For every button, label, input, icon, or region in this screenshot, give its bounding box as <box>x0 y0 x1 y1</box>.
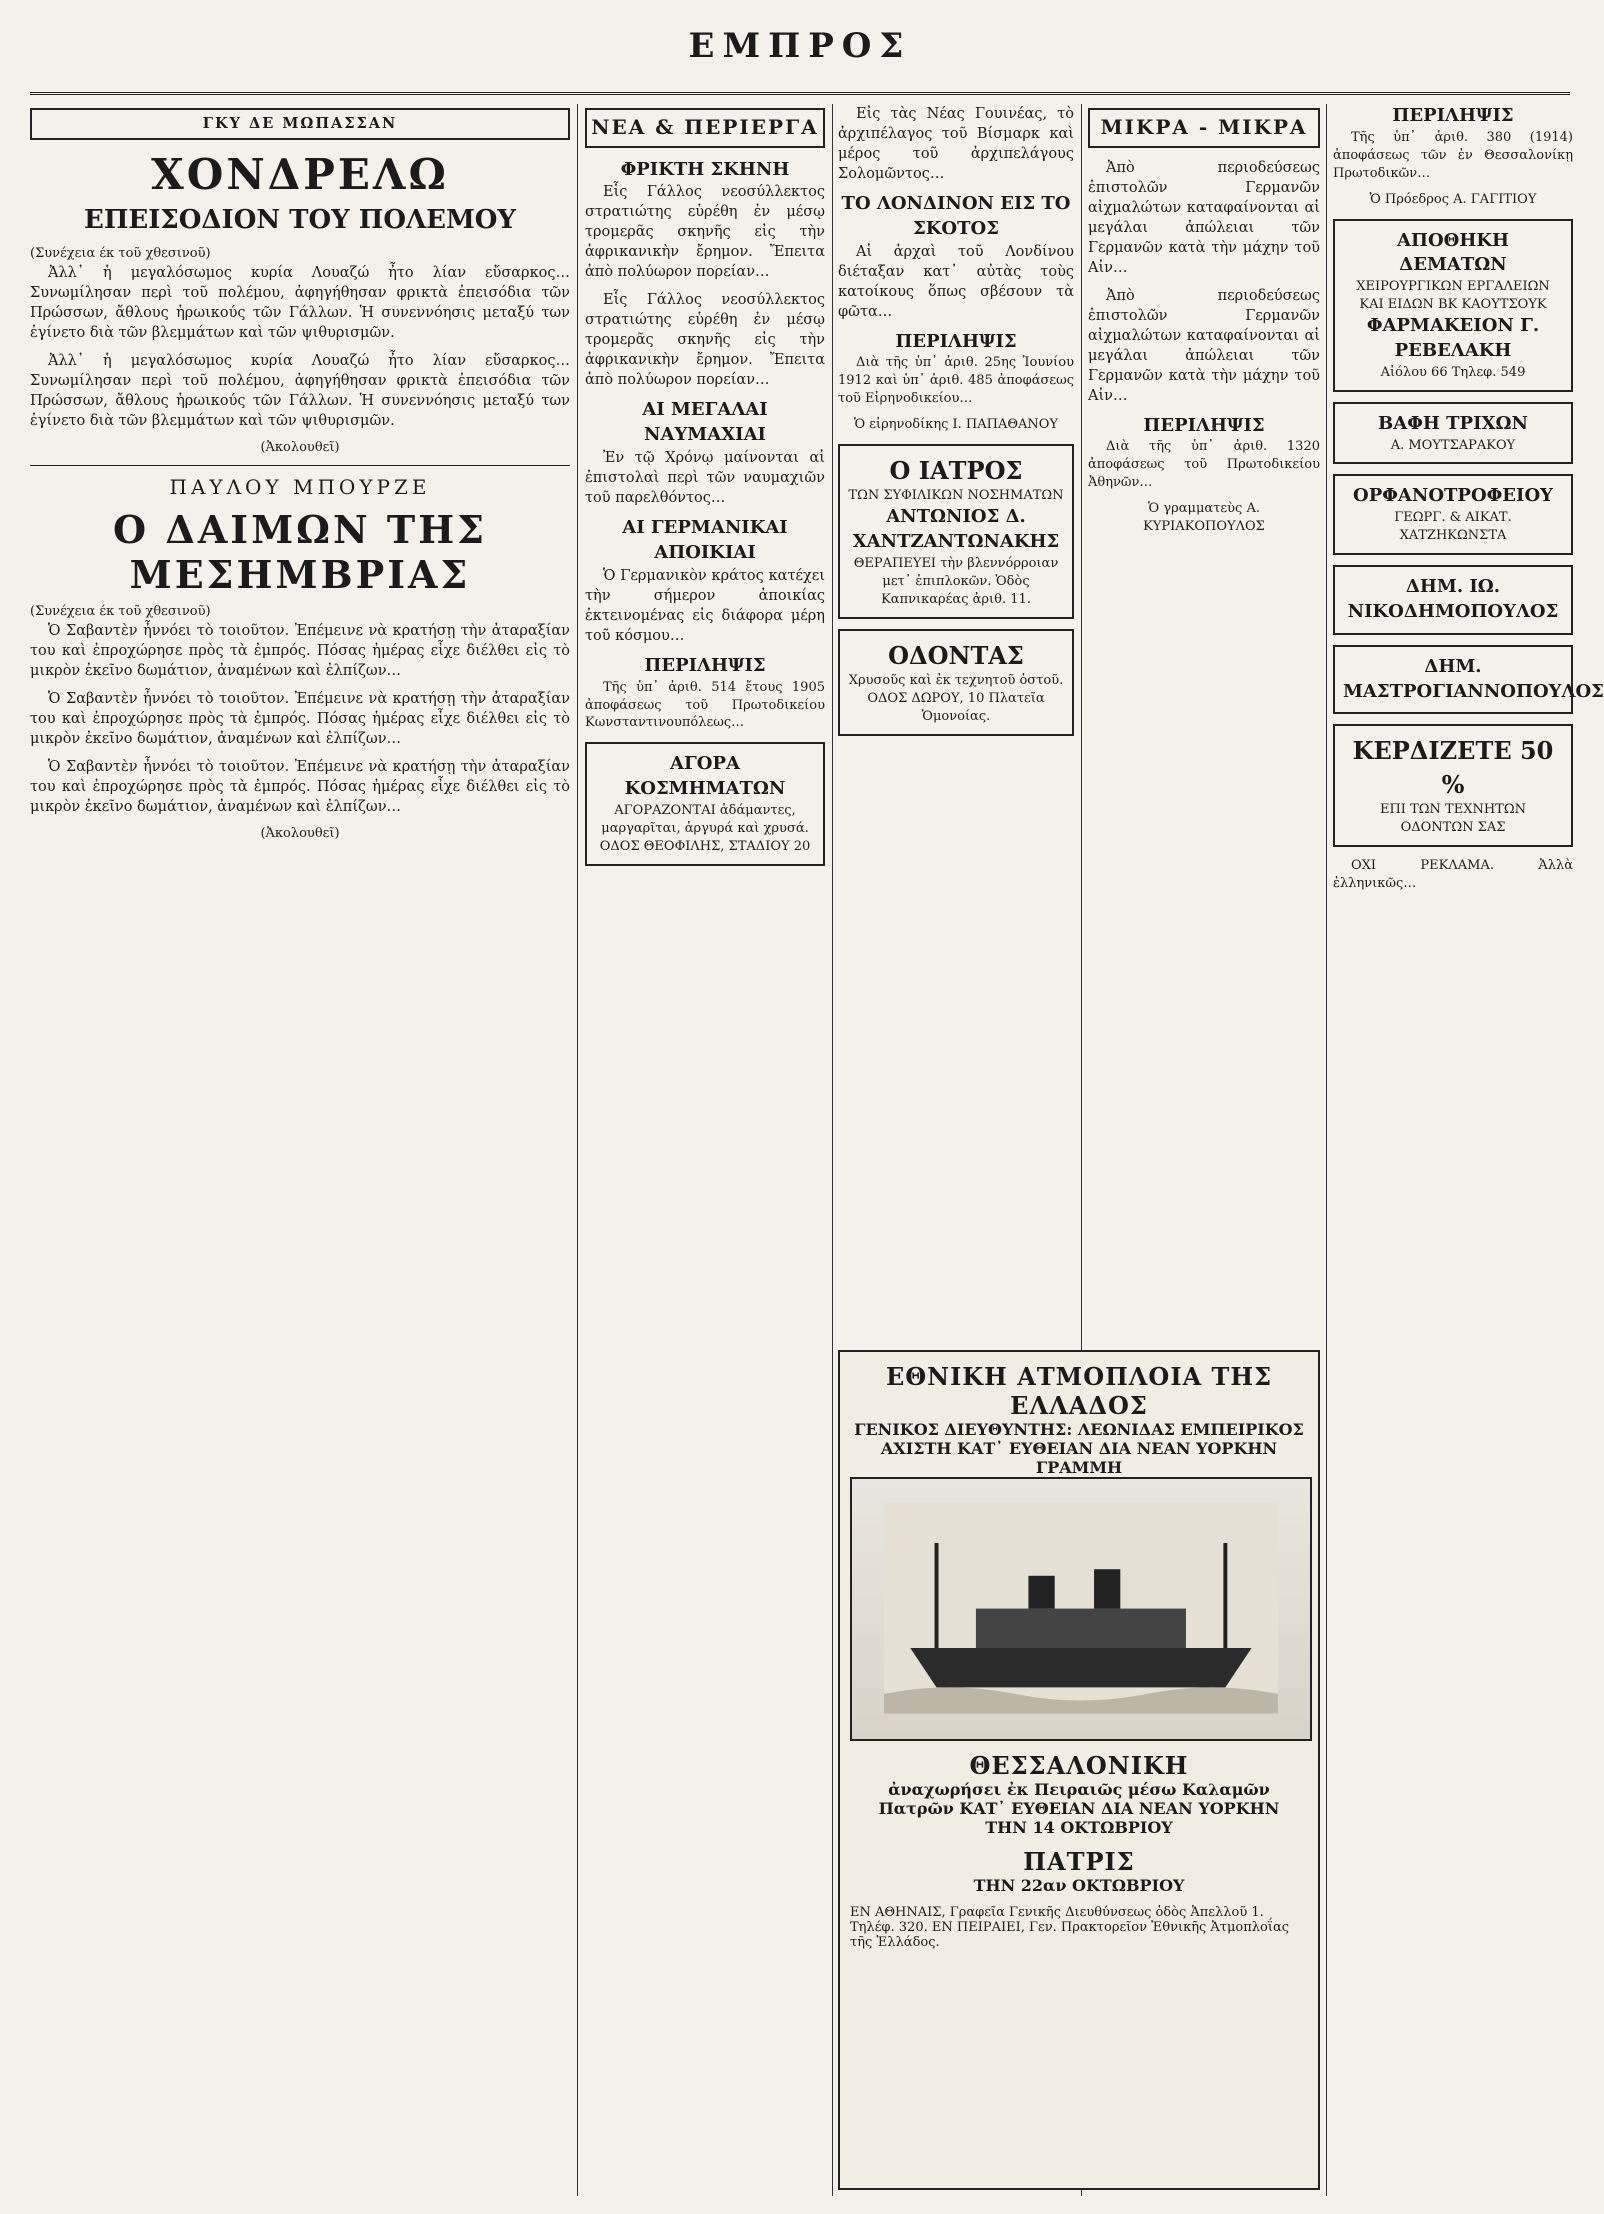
column-rule <box>832 104 833 2196</box>
column-ads <box>1333 104 1604 2196</box>
news-item-title: ΑΙ ΜΕΓΑΛΑΙ ΝΑΥΜΑΧΙΑΙ <box>642 399 768 446</box>
news-item-text: Ὁ Γερμανικὸν κράτος κατέχει τὴν σήμερον ἀποικίας ἐκτεινομένας εἰς διάφορα μέρη τοῦ κόσμου… <box>585 567 825 644</box>
ad-sub: Α. ΜΟΥΤΣΑΡΑΚΟΥ <box>1390 437 1516 453</box>
column-briefs <box>1088 104 1320 1340</box>
hair-dye-ad <box>1333 402 1573 465</box>
ship-date: ΤΗΝ 14 ΟΚΤΩΒΡΙΟΥ <box>985 1818 1173 1837</box>
masthead-title: ΕΜΠΡΟΣ <box>688 26 912 66</box>
story-text: Ὁ Σαβαντὲν ἦννόει τὸ τοιοῦτον. Ἐπέμεινε νὰ κρατήσῃ τὴν ἀταραξίαν του καὶ ἐπροχώρησε πρὸς τὰ ἐμπρός. Πόσας ἡμέρας εἶχε διέλθει εἰς τὸ μικρὸν ἐκεῖνο δωμάτιον, ἀναμένων καὶ ἐλπίζων… <box>30 691 570 748</box>
story-title: Ο ΔΑΙΜΩΝ ΤΗΣ ΜΕΣΗΜΒΡΙΑΣ <box>113 507 487 598</box>
ad-title: ΔΗΜ. ΙΩ. ΝΙΚΟΔΗΜΟΠΟΥΛΟΣ <box>1347 576 1559 622</box>
ad-name: ΑΝΤΩΝΙΟΣ Δ. ΧΑΝΤΖΑΝΤΩΝΑΚΗΣ <box>852 506 1060 553</box>
masthead <box>30 18 1570 95</box>
dentist-ad <box>838 629 1074 736</box>
notice-sign: Ὁ Πρόεδρος Α. ΓΑΓΙΤΙΟΥ <box>1369 191 1537 207</box>
dental-discount-ad <box>1333 724 1573 846</box>
jewelry-ad <box>585 742 825 865</box>
ship-name: ΠΑΤΡΙΣ <box>1023 1847 1135 1876</box>
continued-note: (Συνέχεια έκ τοῦ χθεσινοῦ) <box>30 604 211 620</box>
news-item-text: Ἐν τῷ Χρόνῳ μαίνονται αἱ ἐπιστολαὶ περὶ τῶν ναυμαχιῶν τοῦ παρελθόντος… <box>585 450 825 507</box>
pharmacy-ad <box>1333 219 1573 392</box>
to-be-continued: (Ἀκολουθεῖ) <box>260 439 340 455</box>
story-text: Ἀλλ᾽ ἡ μεγαλόσωμος κυρία Λουαζώ ἦτο λίαν εὔσαρκος… Συνωμίλησαν περὶ τοῦ πολέμου, ἀφηγήθησαν φρικτὰ ἐπεισόδια τῶν Πρώσσων, ἄθλους ἡρωικούς τῶν Γάλλων. Ἡ συνεννόησις μεταξύ των ἐγίνετο διὰ τῶν βλεμμάτων καὶ τῶν ψιθυρισμῶν. <box>30 352 570 429</box>
news-item-text: Εἷς Γάλλος νεοσύλλεκτος στρατιώτης εὑρέθη ἐν μέσῳ τρομερᾶς σκηνῆς εἰς τὴν ἀφρικανικὴν ἔρημον. Ἔπειτα ἀπὸ πολύωρον πορείαν… <box>585 184 825 281</box>
news-item-text: Εἰς τὰς Νέας Γουινέας, τὸ ἀρχιπέλαγος τοῦ Βίσμαρκ καὶ μέρος τοῦ ἀρχιπελάγους Σολομῶντος… <box>838 106 1074 182</box>
brief-text: Ἀπὸ περιοδεύσεως ἐπιστολῶν Γερμανῶν αἰχμαλώτων καταφαίνονται αἱ μεγάλαι ἀπώλειαι τῶν Γερμανῶν κατὰ τὴν μάχην τοῦ Αἰν… <box>1088 287 1320 404</box>
ad-title: ΟΡΦΑΝΟΤΡΟΦΕΙΟΥ <box>1353 485 1553 507</box>
ad-sub: ΤΩΝ ΣΥΦΙΛΙΚΩΝ ΝΟΣΗΜΑΤΩΝ <box>848 488 1064 504</box>
news-item-title: ΤΟ ΛΟΝΔΙΝΟΝ ΕΙΣ ΤΟ ΣΚΟΤΟΣ <box>841 193 1071 239</box>
ad-text: Χρυσοῦς καὶ ἐκ τεχνητοῦ ὀστοῦ. ΟΔΟΣ ΔΩΡΟΥ, 10 Πλατεῖα Ὁμονοίας. <box>848 672 1064 724</box>
notice-text: Τῆς ὑπ᾽ ἀριθ. 514 ἔτους 1905 ἀποφάσεως τοῦ Πρωτοδικείου Κωνσταντινουπόλεως… <box>585 679 825 731</box>
notice-title: ΠΕΡΙΛΗΨΙΣ <box>895 330 1017 352</box>
notice-title: ΠΕΡΙΛΗΨΙΣ <box>644 654 766 676</box>
shipping-title: ΕΘΝΙΚΗ ΑΤΜΟΠΛΟΙΑ ΤΗΣ ΕΛΛΑΔΟΣ <box>885 1362 1273 1420</box>
ad-title: ΑΠΟΘΗΚΗ ΔΕΜΑΤΩΝ <box>1397 229 1509 276</box>
continued-note: (Συνέχεια έκ τοῦ χθεσινοῦ) <box>30 246 211 261</box>
column-rule <box>1326 104 1327 2196</box>
doctor-ad <box>838 444 1074 619</box>
ad-title: ΒΑΦΗ ΤΡΙΧΩΝ <box>1378 412 1528 434</box>
notice-sign: Ὁ γραμματεὺς Α. ΚΥΡΙΑΚΟΠΟΥΛΟΣ <box>1143 501 1265 535</box>
story-text: Ὁ Σαβαντὲν ἦννόει τὸ τοιοῦτον. Ἐπέμεινε νὰ κρατήσῃ τὴν ἀταραξίαν του καὶ ἐπροχώρησε πρὸς τὰ ἐμπρός. Πόσας ἡμέρας εἶχε διέλθει εἰς τὸ μικρὸν ἐκεῖνο δωμάτιον, ἀναμένων καὶ ἐλπίζων… <box>30 759 570 816</box>
ad-title: ΚΕΡΔΙΖΕΤΕ 50 % <box>1352 736 1554 799</box>
nikodimopoulos-ad <box>1333 565 1573 635</box>
story-title: ΧΟΝΔΡΕΛΩ <box>151 150 449 199</box>
story-subtitle: ΕΠΕΙΣΟΔΙΟΝ ΤΟΥ ΠΟΛΕΜΟΥ <box>84 205 516 235</box>
shipping-route: ΑΧΙΣΤΗ ΚΑΤ᾽ ΕΥΘΕΙΑΝ ΔΙΑ ΝΕΑΝ ΥΟΡΚΗΝ ΓΡΑΜΜΗ <box>880 1439 1278 1477</box>
news-item-text: Εἷς Γάλλος νεοσύλλεκτος στρατιώτης εὑρέθη ἐν μέσῳ τρομερᾶς σκηνῆς εἰς τὴν ἀφρικανικὴν ἔρημον. Ἔπειτα ἀπὸ πολύωρον πορείαν… <box>585 292 825 389</box>
brief-text: Ἀπὸ περιοδεύσεως ἐπιστολῶν Γερμανῶν αἰχμαλώτων καταφαίνονται αἱ μεγάλαι ἀπώλειαι τῶν Γερμανῶν κατὰ τὴν μάχην τοῦ Αἰν… <box>1088 159 1320 276</box>
notice-text: Διὰ τῆς ὑπ᾽ ἀριθ. 1320 ἀποφάσεως τοῦ Πρωτοδικείου Ἀθηνῶν… <box>1088 439 1320 491</box>
news-item-title: ΦΡΙΚΤΗ ΣΚΗΝΗ <box>620 158 790 180</box>
mastrogiannopoulos-ad <box>1333 645 1604 715</box>
ship-illustration <box>850 1477 1312 1741</box>
ship-icon <box>884 1502 1278 1715</box>
story-text: Ὁ Σαβαντὲν ἦννόει τὸ τοιοῦτον. Ἐπέμεινε νὰ κρατήσῃ τὴν ἀταραξίαν του καὶ ἐπροχώρησε πρὸς τὰ ἐμπρός. Πόσας ἡμέρας εἶχε διέλθει εἰς τὸ μικρὸν ἐκεῖνο δωμάτιον, ἀναμένων καὶ ἐλπίζων… <box>30 623 570 680</box>
ad-name: ΦΑΡΜΑΚΕΙΟΝ Γ. ΡΕΒΕΛΑΚΗ <box>1366 315 1540 361</box>
news-item-text: Αἱ ἀρχαὶ τοῦ Λονδίνου διέταξαν κατ᾽ αὐτὰς τοὺς κατοίκους ὅπως σβέσουν τὰ φῶτα… <box>838 243 1074 320</box>
news-item-title: ΑΙ ΓΕΡΜΑΝΙΚΑΙ ΑΠΟΙΚΙΑΙ <box>622 517 788 563</box>
ad-sub: ΧΕΙΡΟΥΡΓΙΚΩΝ ΕΡΓΑΛΕΙΩΝ ΚΑΙ ΕΙΔΩΝ ΒΚ ΚΑΟΥΤΣΟΥΚ <box>1356 279 1550 313</box>
shipping-offices: ΕΝ ΑΘΗΝΑΙΣ, Γραφεῖα Γενικῆς Διευθύνσεως ὁδὸς Ἀπελλοῦ 1. Τηλέφ. 320. ΕΝ ΠΕΙΡΑΙΕΙ, Γεν. Πρακτορεῖον Ἐθνικῆς Ἀτμοπλοΐας τῆς Ἑλλάδος. <box>850 1905 1290 1950</box>
story-text: Ἀλλ᾽ ἡ μεγαλόσωμος κυρία Λουαζώ ἦτο λίαν εὔσαρκος… Συνωμίλησαν περὶ τοῦ πολέμου, ἀφηγήθησαν φρικτὰ ἐπεισόδια τῶν Πρώσσων, ἄθλους ἡρωικούς τῶν Γάλλων. Ἡ συνεννόησις μεταξύ των ἐγίνετο διὰ τῶν βλεμμάτων καὶ τῶν ψιθυρισμῶν. <box>30 264 570 341</box>
column-news <box>585 104 825 2196</box>
ad-title: ΑΓΟΡΑ ΚΟΣΜΗΜΑΤΩΝ <box>624 753 786 800</box>
notice-title: ΠΕΡΙΛΗΨΙΣ <box>1143 414 1265 436</box>
ad-title: ΟΔΟΝΤΑΣ <box>888 640 1024 670</box>
briefs-heading: ΜΙΚΡΑ - ΜΙΚΡΑ <box>1088 108 1320 148</box>
ad-sub: ΓΕΩΡΓ. & ΑΙΚΑΤ. ΧΑΤΖΗΚΩΝΣΤΑ <box>1394 510 1512 544</box>
column-rule <box>577 104 578 2196</box>
notice-title: ΠΕΡΙΛΗΨΙΣ <box>1392 105 1514 126</box>
ad-title: Ο ΙΑΤΡΟΣ <box>889 456 1023 486</box>
ad-sub: ΕΠΙ ΤΩΝ ΤΕΧΝΗΤΩΝ ΟΔΟΝΤΩΝ ΣΑΣ <box>1379 801 1526 835</box>
author-header: ΓΚΥ ΔΕ ΜΩΠΑΣΣΑΝ <box>30 108 570 140</box>
shipping-ad <box>838 1350 1320 2190</box>
notice-text: Διὰ τῆς ὑπ᾽ ἀριθ. 25ης Ἰουνίου 1912 καὶ ὑπ᾽ ἀριθ. 485 ἀποφάσεως τοῦ Εἰρηνοδικείου… <box>838 355 1074 407</box>
shipping-director: ΓΕΝΙΚΟΣ ΔΙΕΥΘΥΝΤΗΣ: ΛΕΩΝΙΔΑΣ ΕΜΠΕΙΡΙΚΟΣ <box>854 1420 1304 1439</box>
ad-addr: Αἰόλου 66 Τηλεφ. 549 <box>1380 364 1526 380</box>
orphanage-ad <box>1333 474 1573 555</box>
news-heading: ΝΕΑ & ΠΕΡΙΕΡΓΑ <box>585 108 825 148</box>
ship-date: ΤΗΝ 22αν ΟΚΤΩΒΡΙΟΥ <box>973 1876 1185 1895</box>
notice-text: Τῆς ὑπ᾽ ἀριθ. 380 (1914) ἀποφάσεως τῶν ἐν Θεσσαλονίκῃ Πρωτοδικῶν… <box>1333 129 1573 181</box>
ad-title: ΔΗΜ. ΜΑΣΤΡΟΓΙΑΝΝΟΠΟΥΛΟΣ <box>1343 655 1604 702</box>
ship-details: ἀναχωρήσει ἐκ Πειραιῶς μέσω Καλαμῶν Πατρῶν ΚΑΤ᾽ ΕΥΘΕΙΑΝ ΔΙΑ ΝΕΑΝ ΥΟΡΚΗΝ <box>878 1780 1280 1818</box>
to-be-continued: (Ἀκολουθεῖ) <box>260 826 340 842</box>
ad-text: ΑΓΟΡΑΖΟΝΤΑΙ ἀδάμαντες, μαργαρῖται, ἀργυρά καὶ χρυσά. ΟΔΟΣ ΘΕΟΦΙΛΗΣ, ΣΤΑΔΙΟΥ 20 <box>599 803 811 854</box>
author-header: ΠΑΥΛΟΥ ΜΠΟΥΡΖΕ <box>169 474 431 499</box>
column-serials <box>30 104 570 2196</box>
ad-text: ΘΕΡΑΠΕΥΕΙ τὴν βλεννόρροιαν μετ᾽ ἐπιπλοκῶν. Ὁδὸς Καπνικαρέας ἀριθ. 11. <box>853 555 1059 607</box>
divider <box>30 465 570 466</box>
ship-name: ΘΕΣΣΑΛΟΝΙΚΗ <box>969 1751 1189 1780</box>
notice-sign: Ὁ εἰρηνοδίκης Ι. ΠΑΠΑΘΑΝΟΥ <box>853 417 1059 433</box>
ad-text: ΟΧΙ ΡΕΚΛΑΜΑ. Ἀλλὰ ἐλληνικῶς… <box>1333 857 1573 891</box>
